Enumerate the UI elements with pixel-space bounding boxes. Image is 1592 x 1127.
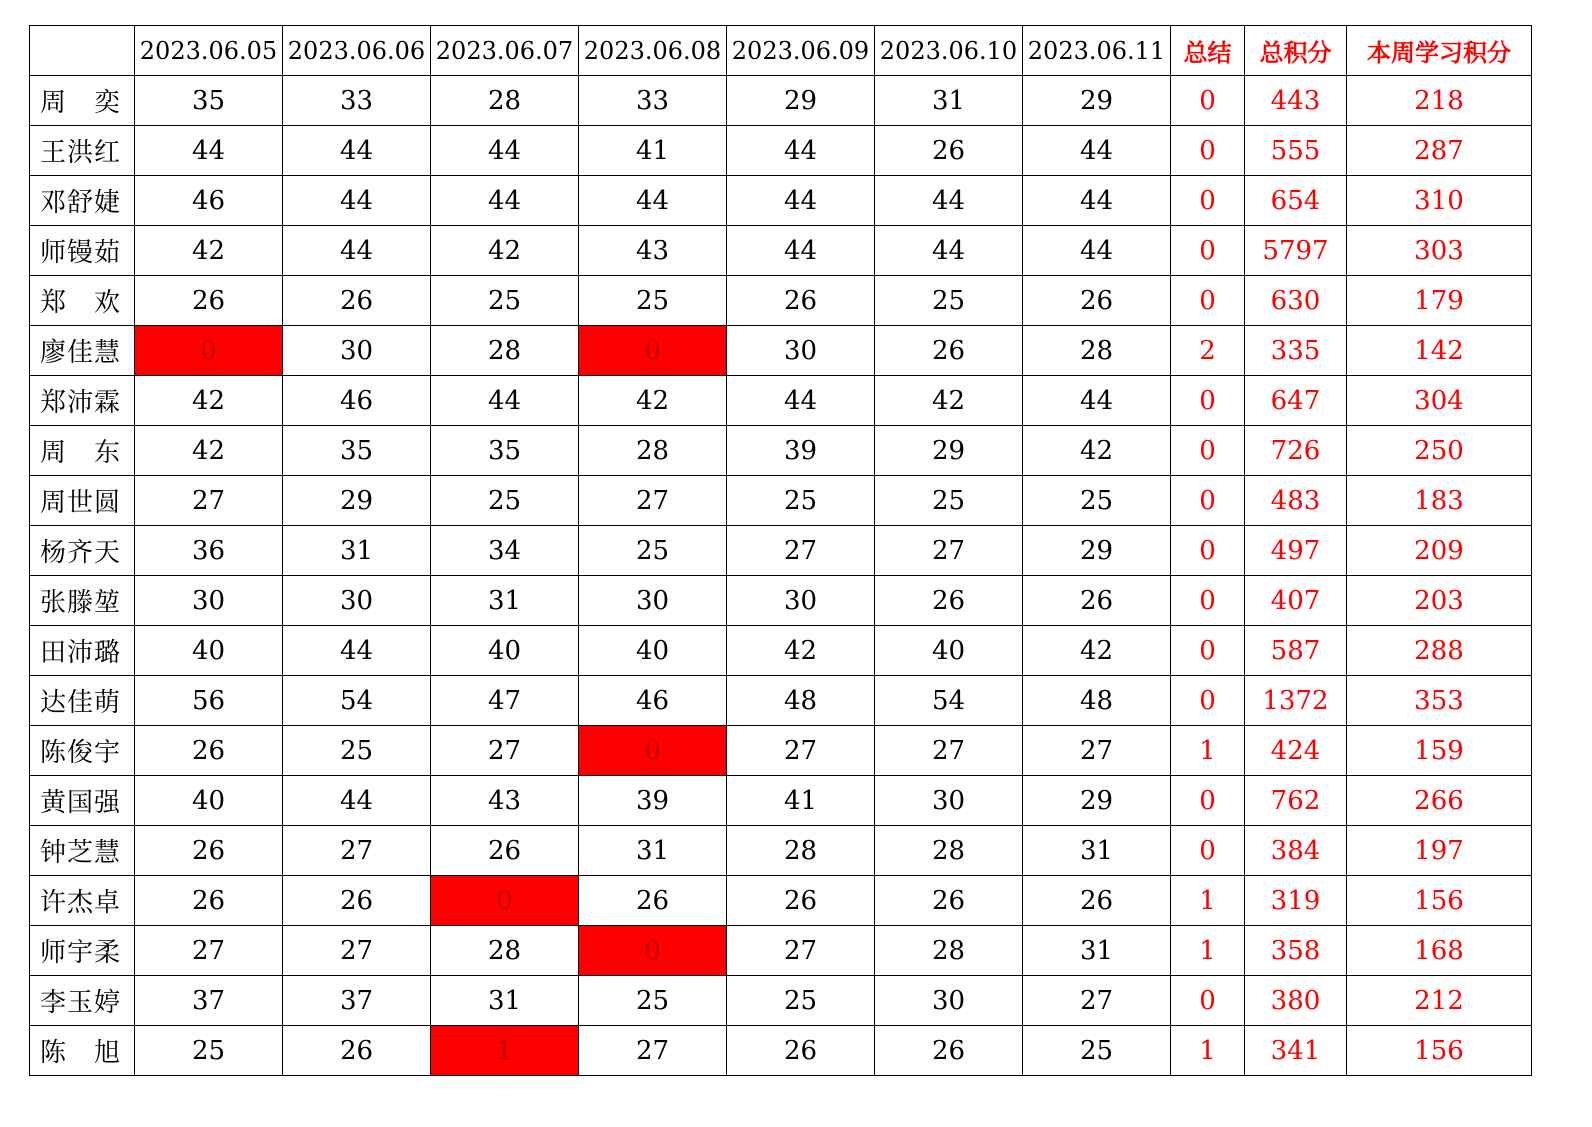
total-points-cell: 384 (1245, 826, 1347, 876)
total-points-cell: 726 (1245, 426, 1347, 476)
daily-points-cell: 44 (283, 626, 431, 676)
daily-points-cell: 35 (283, 426, 431, 476)
total-points-cell: 483 (1245, 476, 1347, 526)
summary-cell: 0 (1171, 426, 1245, 476)
daily-points-cell: 28 (579, 426, 727, 476)
points-table (29, 25, 1532, 1076)
daily-points-cell: 42 (875, 376, 1023, 426)
daily-points-cell: 47 (431, 676, 579, 726)
daily-points-cell: 42 (1023, 426, 1171, 476)
table-row (30, 776, 1532, 826)
date-header: 2023.06.10 (875, 26, 1023, 76)
student-name: 田沛璐 (30, 626, 135, 676)
week-points-cell: 218 (1347, 76, 1532, 126)
summary-cell: 0 (1171, 526, 1245, 576)
total-points-cell: 497 (1245, 526, 1347, 576)
daily-points-cell: 31 (875, 76, 1023, 126)
summary-cell: 0 (1171, 226, 1245, 276)
student-name: 杨齐天 (30, 526, 135, 576)
daily-points-cell: 27 (283, 826, 431, 876)
daily-points-cell: 26 (727, 876, 875, 926)
daily-points-cell: 44 (1023, 176, 1171, 226)
summary-cell: 0 (1171, 626, 1245, 676)
daily-points-cell: 27 (727, 526, 875, 576)
daily-points-cell: 25 (579, 526, 727, 576)
daily-points-cell: 26 (727, 1026, 875, 1076)
daily-points-cell: 44 (283, 226, 431, 276)
table-row (30, 426, 1532, 476)
daily-points-cell: 26 (135, 826, 283, 876)
daily-points-cell: 31 (283, 526, 431, 576)
total-points-cell: 443 (1245, 76, 1347, 126)
daily-points-cell: 25 (1023, 476, 1171, 526)
daily-points-cell: 30 (875, 976, 1023, 1026)
daily-points-cell: 0 (579, 926, 727, 976)
summary-cell: 0 (1171, 376, 1245, 426)
daily-points-cell: 48 (727, 676, 875, 726)
daily-points-cell: 28 (1023, 326, 1171, 376)
summary-cell: 1 (1171, 926, 1245, 976)
daily-points-cell: 29 (283, 476, 431, 526)
daily-points-cell: 27 (727, 726, 875, 776)
daily-points-cell: 31 (579, 826, 727, 876)
total-points-cell: 335 (1245, 326, 1347, 376)
date-header: 2023.06.06 (283, 26, 431, 76)
daily-points-cell: 1 (431, 1026, 579, 1076)
daily-points-cell: 28 (431, 926, 579, 976)
total-points-cell: 424 (1245, 726, 1347, 776)
table-row (30, 926, 1532, 976)
week-points-cell: 159 (1347, 726, 1532, 776)
daily-points-cell: 44 (1023, 126, 1171, 176)
daily-points-cell: 44 (1023, 376, 1171, 426)
student-name: 钟芝慧 (30, 826, 135, 876)
summary-cell: 1 (1171, 1026, 1245, 1076)
daily-points-cell: 26 (431, 826, 579, 876)
daily-points-cell: 42 (727, 626, 875, 676)
week-points-cell: 209 (1347, 526, 1532, 576)
student-name: 师镘茹 (30, 226, 135, 276)
total-points-cell: 587 (1245, 626, 1347, 676)
week-points-cell: 179 (1347, 276, 1532, 326)
daily-points-cell: 44 (727, 376, 875, 426)
daily-points-cell: 26 (1023, 876, 1171, 926)
week-points-header: 本周学习积分 (1347, 26, 1532, 76)
table-row (30, 276, 1532, 326)
daily-points-cell: 44 (283, 126, 431, 176)
student-name: 周世圆 (30, 476, 135, 526)
daily-points-cell: 26 (875, 876, 1023, 926)
daily-points-cell: 54 (875, 676, 1023, 726)
daily-points-cell: 27 (135, 926, 283, 976)
student-name: 许杰卓 (30, 876, 135, 926)
week-points-cell: 168 (1347, 926, 1532, 976)
summary-cell: 0 (1171, 76, 1245, 126)
daily-points-cell: 33 (283, 76, 431, 126)
daily-points-cell: 31 (1023, 826, 1171, 876)
daily-points-cell: 42 (135, 226, 283, 276)
table-row (30, 226, 1532, 276)
daily-points-cell: 29 (727, 76, 875, 126)
table-row (30, 676, 1532, 726)
total-points-header: 总积分 (1245, 26, 1347, 76)
table-row (30, 576, 1532, 626)
daily-points-cell: 30 (135, 576, 283, 626)
daily-points-cell: 33 (579, 76, 727, 126)
summary-cell: 0 (1171, 276, 1245, 326)
student-name: 李玉婷 (30, 976, 135, 1026)
student-name: 达佳萌 (30, 676, 135, 726)
daily-points-cell: 28 (727, 826, 875, 876)
daily-points-cell: 40 (431, 626, 579, 676)
week-points-cell: 288 (1347, 626, 1532, 676)
daily-points-cell: 26 (283, 1026, 431, 1076)
daily-points-cell: 25 (579, 276, 727, 326)
table-row (30, 326, 1532, 376)
date-header: 2023.06.07 (431, 26, 579, 76)
daily-points-cell: 25 (135, 1026, 283, 1076)
total-points-cell: 341 (1245, 1026, 1347, 1076)
student-name: 张滕堃 (30, 576, 135, 626)
daily-points-cell: 46 (579, 676, 727, 726)
total-points-cell: 380 (1245, 976, 1347, 1026)
daily-points-cell: 44 (875, 226, 1023, 276)
daily-points-cell: 42 (579, 376, 727, 426)
daily-points-cell: 26 (135, 726, 283, 776)
daily-points-cell: 31 (431, 976, 579, 1026)
daily-points-cell: 27 (283, 926, 431, 976)
daily-points-cell: 0 (135, 326, 283, 376)
total-points-cell: 762 (1245, 776, 1347, 826)
table-row (30, 76, 1532, 126)
daily-points-cell: 40 (135, 776, 283, 826)
total-points-cell: 319 (1245, 876, 1347, 926)
week-points-cell: 142 (1347, 326, 1532, 376)
table-row (30, 376, 1532, 426)
daily-points-cell: 44 (283, 176, 431, 226)
daily-points-cell: 0 (579, 726, 727, 776)
daily-points-cell: 31 (1023, 926, 1171, 976)
daily-points-cell: 27 (1023, 726, 1171, 776)
daily-points-cell: 44 (875, 176, 1023, 226)
daily-points-cell: 37 (283, 976, 431, 1026)
total-points-cell: 630 (1245, 276, 1347, 326)
student-name: 师宇柔 (30, 926, 135, 976)
summary-cell: 0 (1171, 176, 1245, 226)
summary-header: 总结 (1171, 26, 1245, 76)
daily-points-cell: 37 (135, 976, 283, 1026)
summary-cell: 0 (1171, 576, 1245, 626)
daily-points-cell: 25 (579, 976, 727, 1026)
student-name: 陈俊宇 (30, 726, 135, 776)
daily-points-cell: 40 (135, 626, 283, 676)
week-points-cell: 156 (1347, 1026, 1532, 1076)
daily-points-cell: 28 (875, 926, 1023, 976)
daily-points-cell: 26 (1023, 576, 1171, 626)
date-header: 2023.06.05 (135, 26, 283, 76)
daily-points-cell: 44 (431, 376, 579, 426)
week-points-cell: 287 (1347, 126, 1532, 176)
daily-points-cell: 27 (1023, 976, 1171, 1026)
daily-points-cell: 30 (283, 576, 431, 626)
daily-points-cell: 35 (135, 76, 283, 126)
week-points-cell: 183 (1347, 476, 1532, 526)
daily-points-cell: 26 (875, 126, 1023, 176)
total-points-cell: 358 (1245, 926, 1347, 976)
week-points-cell: 353 (1347, 676, 1532, 726)
daily-points-cell: 26 (727, 276, 875, 326)
daily-points-cell: 35 (431, 426, 579, 476)
daily-points-cell: 46 (283, 376, 431, 426)
daily-points-cell: 44 (1023, 226, 1171, 276)
daily-points-cell: 26 (875, 576, 1023, 626)
daily-points-cell: 25 (727, 476, 875, 526)
daily-points-cell: 30 (579, 576, 727, 626)
daily-points-cell: 29 (1023, 76, 1171, 126)
daily-points-cell: 27 (431, 726, 579, 776)
week-points-cell: 212 (1347, 976, 1532, 1026)
daily-points-cell: 44 (727, 176, 875, 226)
week-points-cell: 310 (1347, 176, 1532, 226)
daily-points-cell: 44 (579, 176, 727, 226)
student-name: 廖佳慧 (30, 326, 135, 376)
date-header: 2023.06.09 (727, 26, 875, 76)
daily-points-cell: 44 (283, 776, 431, 826)
date-header: 2023.06.08 (579, 26, 727, 76)
date-header: 2023.06.11 (1023, 26, 1171, 76)
week-points-cell: 303 (1347, 226, 1532, 276)
total-points-cell: 5797 (1245, 226, 1347, 276)
daily-points-cell: 0 (431, 876, 579, 926)
daily-points-cell: 28 (431, 326, 579, 376)
daily-points-cell: 26 (135, 876, 283, 926)
daily-points-cell: 40 (875, 626, 1023, 676)
daily-points-cell: 43 (579, 226, 727, 276)
student-name: 周 东 (30, 426, 135, 476)
daily-points-cell: 31 (431, 576, 579, 626)
daily-points-cell: 27 (875, 526, 1023, 576)
daily-points-cell: 28 (875, 826, 1023, 876)
student-name: 王洪红 (30, 126, 135, 176)
table-row (30, 126, 1532, 176)
daily-points-cell: 25 (727, 976, 875, 1026)
daily-points-cell: 27 (727, 926, 875, 976)
table-row (30, 826, 1532, 876)
daily-points-cell: 27 (135, 476, 283, 526)
daily-points-cell: 30 (283, 326, 431, 376)
daily-points-cell: 44 (135, 126, 283, 176)
daily-points-cell: 44 (727, 226, 875, 276)
daily-points-cell: 26 (875, 326, 1023, 376)
week-points-cell: 156 (1347, 876, 1532, 926)
daily-points-cell: 25 (1023, 1026, 1171, 1076)
daily-points-cell: 54 (283, 676, 431, 726)
daily-points-cell: 30 (727, 326, 875, 376)
daily-points-cell: 46 (135, 176, 283, 226)
total-points-cell: 407 (1245, 576, 1347, 626)
daily-points-cell: 29 (1023, 526, 1171, 576)
summary-cell: 2 (1171, 326, 1245, 376)
week-points-cell: 266 (1347, 776, 1532, 826)
daily-points-cell: 44 (727, 126, 875, 176)
week-points-cell: 197 (1347, 826, 1532, 876)
week-points-cell: 304 (1347, 376, 1532, 426)
daily-points-cell: 29 (1023, 776, 1171, 826)
daily-points-cell: 42 (1023, 626, 1171, 676)
daily-points-cell: 26 (1023, 276, 1171, 326)
daily-points-cell: 26 (135, 276, 283, 326)
daily-points-cell: 25 (283, 726, 431, 776)
header-row (30, 26, 1532, 76)
total-points-cell: 654 (1245, 176, 1347, 226)
table-row (30, 476, 1532, 526)
daily-points-cell: 42 (431, 226, 579, 276)
student-name: 周 奕 (30, 76, 135, 126)
table-row (30, 1026, 1532, 1076)
table-row (30, 626, 1532, 676)
daily-points-cell: 30 (875, 776, 1023, 826)
daily-points-cell: 42 (135, 426, 283, 476)
daily-points-cell: 25 (875, 476, 1023, 526)
daily-points-cell: 41 (579, 126, 727, 176)
student-name: 郑沛霖 (30, 376, 135, 426)
daily-points-cell: 34 (431, 526, 579, 576)
summary-cell: 0 (1171, 676, 1245, 726)
daily-points-cell: 26 (579, 876, 727, 926)
daily-points-cell: 0 (579, 326, 727, 376)
daily-points-cell: 26 (875, 1026, 1023, 1076)
student-name: 邓舒婕 (30, 176, 135, 226)
daily-points-cell: 48 (1023, 676, 1171, 726)
week-points-cell: 203 (1347, 576, 1532, 626)
corner-cell (30, 26, 135, 76)
daily-points-cell: 30 (727, 576, 875, 626)
daily-points-cell: 56 (135, 676, 283, 726)
table-row (30, 726, 1532, 776)
daily-points-cell: 44 (431, 126, 579, 176)
total-points-cell: 1372 (1245, 676, 1347, 726)
table-row (30, 176, 1532, 226)
daily-points-cell: 27 (579, 1026, 727, 1076)
table-row (30, 976, 1532, 1026)
daily-points-cell: 27 (875, 726, 1023, 776)
daily-points-cell: 39 (579, 776, 727, 826)
total-points-cell: 555 (1245, 126, 1347, 176)
daily-points-cell: 43 (431, 776, 579, 826)
daily-points-cell: 44 (431, 176, 579, 226)
summary-cell: 1 (1171, 876, 1245, 926)
table-row (30, 876, 1532, 926)
daily-points-cell: 41 (727, 776, 875, 826)
total-points-cell: 647 (1245, 376, 1347, 426)
daily-points-cell: 42 (135, 376, 283, 426)
daily-points-cell: 27 (579, 476, 727, 526)
student-name: 陈 旭 (30, 1026, 135, 1076)
student-name: 黄国强 (30, 776, 135, 826)
summary-cell: 0 (1171, 976, 1245, 1026)
daily-points-cell: 40 (579, 626, 727, 676)
daily-points-cell: 25 (431, 276, 579, 326)
student-name: 郑 欢 (30, 276, 135, 326)
daily-points-cell: 26 (283, 876, 431, 926)
summary-cell: 0 (1171, 126, 1245, 176)
table-row (30, 526, 1532, 576)
daily-points-cell: 26 (283, 276, 431, 326)
summary-cell: 0 (1171, 476, 1245, 526)
summary-cell: 1 (1171, 726, 1245, 776)
summary-cell: 0 (1171, 776, 1245, 826)
summary-cell: 0 (1171, 826, 1245, 876)
daily-points-cell: 39 (727, 426, 875, 476)
daily-points-cell: 29 (875, 426, 1023, 476)
week-points-cell: 250 (1347, 426, 1532, 476)
daily-points-cell: 25 (875, 276, 1023, 326)
daily-points-cell: 28 (431, 76, 579, 126)
daily-points-cell: 36 (135, 526, 283, 576)
daily-points-cell: 25 (431, 476, 579, 526)
